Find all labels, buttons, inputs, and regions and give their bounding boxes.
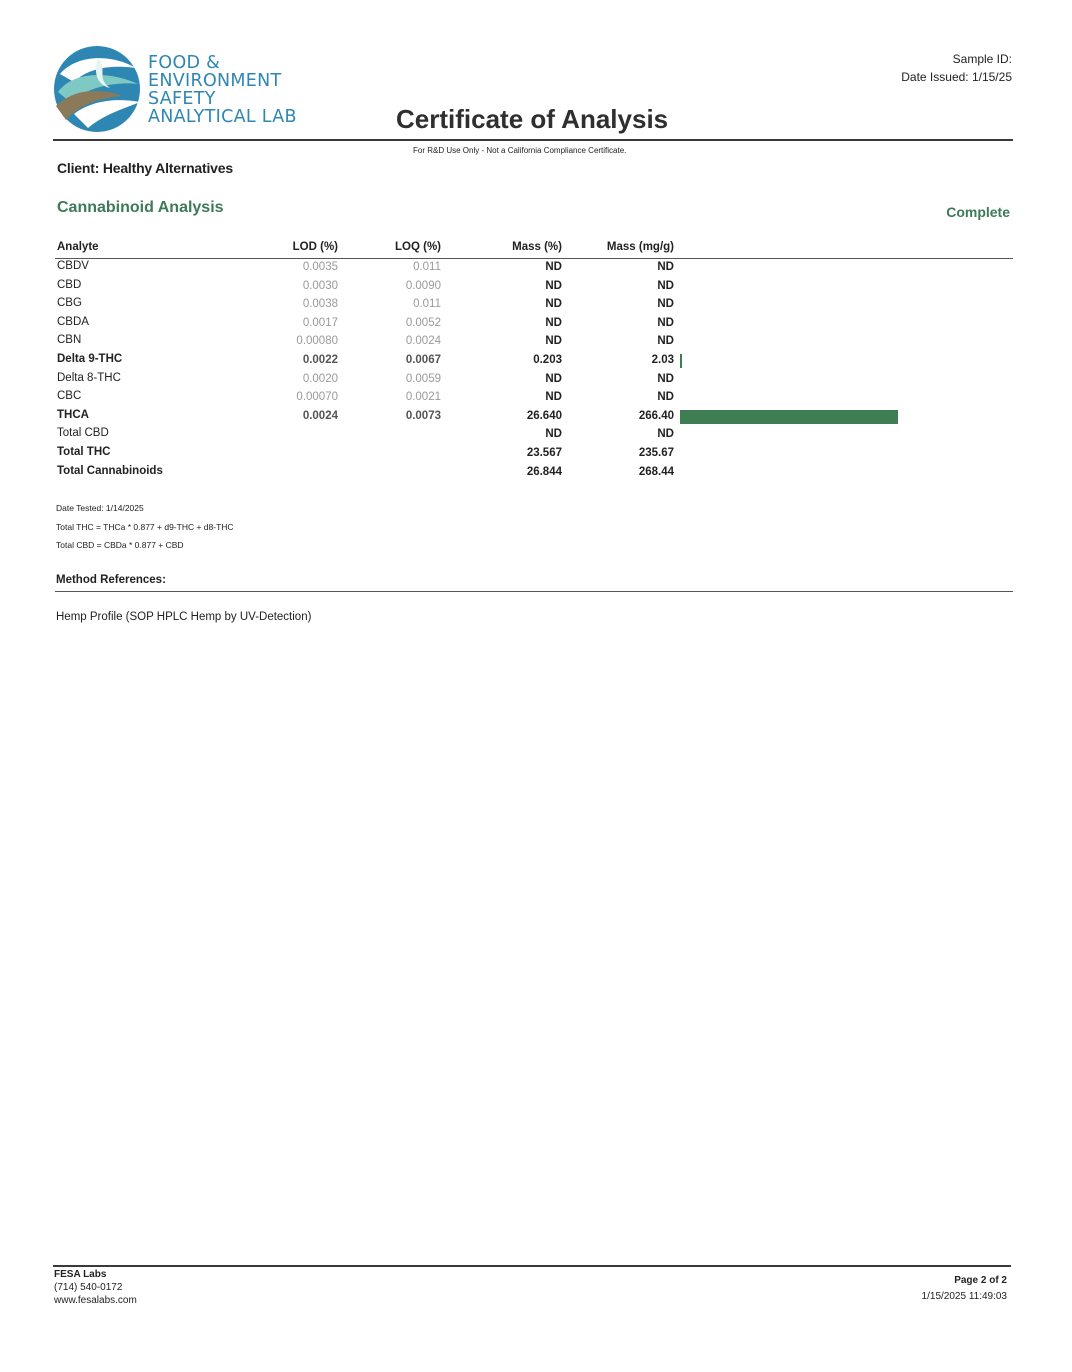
status-badge: Complete	[946, 204, 1010, 220]
analyte-name: CBDV	[57, 260, 89, 272]
lab-name	[148, 54, 297, 126]
footer-website: www.fesalabs.com	[54, 1295, 137, 1306]
lod-value: 0.0022	[302, 354, 338, 366]
loq-value: 0.0067	[405, 354, 441, 366]
header-divider	[53, 139, 1013, 141]
lab-name-line: ANALYTICAL LAB	[148, 107, 297, 127]
mass-mg-value: 235.67	[638, 447, 674, 459]
mass-mg-value: ND	[657, 372, 674, 385]
mass-percent-value: ND	[545, 298, 562, 311]
mass-percent-value: ND	[545, 335, 562, 348]
client-name: Client: Healthy Alternatives	[57, 160, 233, 176]
analyte-name: Total CBD	[57, 427, 109, 440]
column-header-loq: LOQ (%)	[395, 241, 441, 253]
lod-value: 0.0017	[302, 316, 338, 329]
section-title: Cannabinoid Analysis	[57, 199, 224, 216]
mass-percent-value: 26.640	[526, 409, 562, 422]
column-header-lod: LOD (%)	[292, 241, 338, 253]
method-reference-item: Hemp Profile (SOP HPLC Hemp by UV-Detection)	[56, 611, 312, 623]
footer-divider	[53, 1265, 1011, 1267]
analyte-name: CBDA	[57, 315, 89, 328]
loq-value: 0.0059	[405, 372, 441, 385]
footer-page-info	[922, 1273, 1007, 1305]
analyte-name: THCA	[57, 408, 89, 421]
loq-value: 0.011	[413, 261, 441, 273]
mass-percent-value: ND	[545, 372, 562, 385]
column-header-mass-mg: Mass (mg/g)	[606, 241, 674, 253]
analyte-name: Total THC	[57, 446, 111, 458]
mass-percent-value: ND	[545, 316, 562, 329]
loq-value: 0.0073	[405, 409, 441, 422]
lod-value: 0.00080	[296, 335, 338, 348]
method-references-heading: Method References:	[56, 574, 166, 586]
method-divider	[55, 591, 1013, 592]
compliance-notice: For R&D Use Only - Not a California Compliance Certificate.	[413, 146, 627, 155]
mass-mg-value: ND	[657, 298, 674, 311]
analyte-name: Total Cannabinoids	[57, 464, 163, 477]
lod-value: 0.0024	[302, 409, 338, 422]
loq-value: 0.0024	[405, 335, 441, 348]
mass-percent-value: ND	[545, 279, 562, 292]
footer-contact	[54, 1268, 137, 1307]
mass-percent-value: 26.844	[526, 465, 562, 478]
total-cbd-formula: Total CBD = CBDa * 0.877 + CBD	[56, 540, 184, 550]
lab-logo	[52, 44, 142, 134]
mass-mg-value: ND	[657, 391, 674, 404]
date-tested-note: Date Tested: 1/14/2025	[56, 503, 144, 513]
mass-mg-value: 2.03	[651, 354, 674, 366]
concentration-bar	[680, 354, 682, 368]
mass-percent-value: 0.203	[533, 354, 562, 366]
analyte-name: Delta 9-THC	[57, 353, 123, 365]
loq-value: 0.0052	[405, 316, 441, 329]
loq-value: 0.011	[413, 298, 441, 311]
sample-info	[901, 50, 1012, 86]
column-header-mass-pct: Mass (%)	[512, 241, 562, 253]
lod-value: 0.0030	[302, 279, 338, 292]
page-title: Certificate of Analysis	[396, 104, 669, 134]
mass-mg-value: ND	[657, 316, 674, 329]
mass-mg-value: ND	[657, 279, 674, 292]
mass-percent-value: 23.567	[526, 447, 562, 459]
sample-id-label: Sample ID:	[952, 52, 1012, 66]
lab-name-line: ENVIRONMENT	[148, 71, 282, 91]
total-thc-formula: Total THC = THCa * 0.877 + d9-THC + d8-THC	[56, 522, 234, 532]
mass-mg-value: 268.44	[638, 465, 674, 478]
lod-value: 0.0035	[302, 261, 338, 273]
lod-value: 0.00070	[296, 391, 338, 404]
lod-value: 0.0020	[302, 372, 338, 385]
mass-mg-value: ND	[657, 428, 674, 441]
loq-value: 0.0090	[405, 279, 441, 292]
print-timestamp: 1/15/2025 11:49:03	[921, 1291, 1007, 1302]
concentration-bar	[680, 410, 898, 424]
footer-phone: (714) 540-0172	[54, 1282, 123, 1293]
analyte-name: CBG	[57, 297, 82, 310]
analyte-name: CBN	[57, 334, 82, 347]
lab-name-line: FOOD &	[148, 53, 221, 73]
analyte-name: Delta 8-THC	[57, 371, 121, 384]
page-number: Page 2 of 2	[954, 1275, 1007, 1286]
mass-percent-value: ND	[545, 391, 562, 404]
date-issued: Date Issued: 1/15/25	[901, 70, 1012, 84]
footer-lab-name: FESA Labs	[54, 1269, 107, 1280]
analyte-name: CBD	[57, 278, 82, 291]
column-header-analyte: Analyte	[57, 241, 99, 253]
mass-percent-value: ND	[545, 428, 562, 441]
mass-mg-value: 266.40	[638, 409, 674, 422]
mass-mg-value: ND	[657, 261, 674, 273]
loq-value: 0.0021	[405, 391, 441, 404]
mass-mg-value: ND	[657, 335, 674, 348]
mass-percent-value: ND	[545, 261, 562, 273]
lab-name-line: SAFETY	[148, 89, 216, 109]
table-header-divider	[55, 258, 1013, 259]
analyte-name: CBC	[57, 390, 82, 403]
lod-value: 0.0038	[302, 298, 338, 311]
